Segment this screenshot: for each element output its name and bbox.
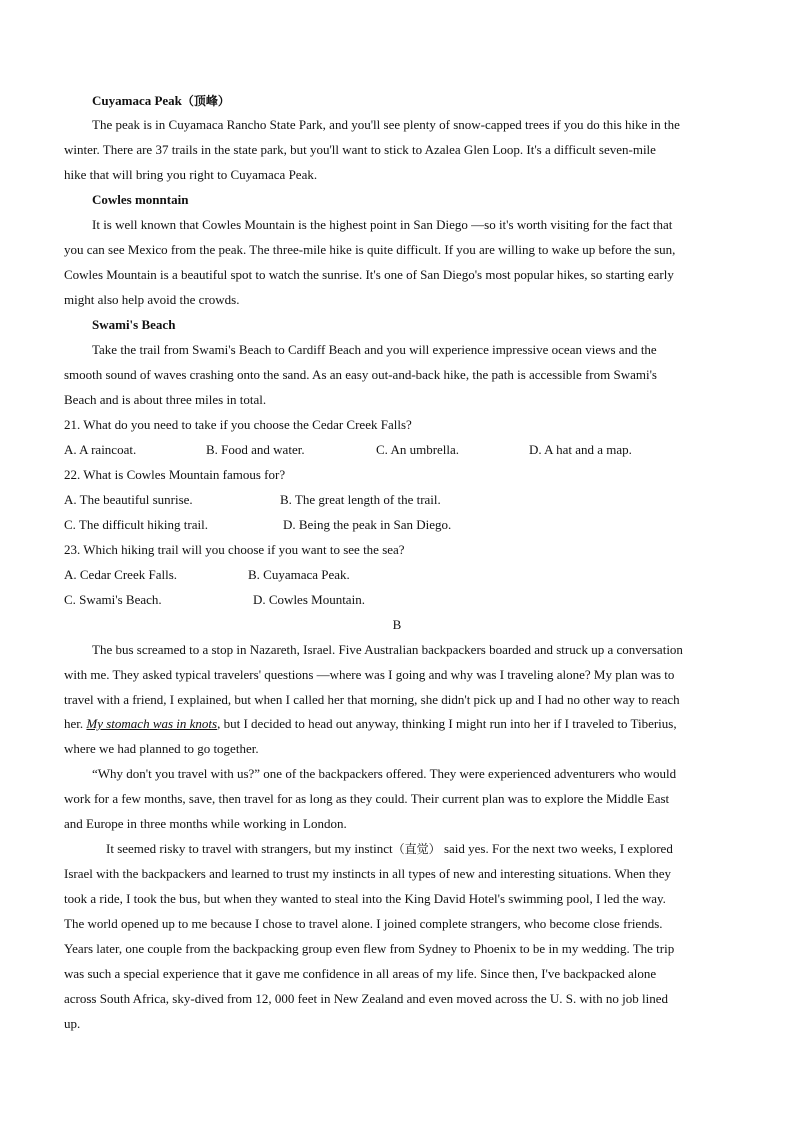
paragraph-line: was such a special experience that it gave me confidence in all areas of my life. Since then, I've backpacked alone xyxy=(64,966,657,981)
paragraph-line: hike that will bring you right to Cuyamaca Peak. xyxy=(64,167,318,182)
paragraph-line: where we had planned to go together. xyxy=(64,741,259,756)
paragraph-line: Cowles Mountain is a beautiful spot to watch the sunrise. It's one of San Diego's most popular hikes, so starting early xyxy=(64,267,674,282)
section-heading-cuyamaca xyxy=(92,88,230,114)
paragraph-line: you can see Mexico from the peak. The three-mile hike is quite difficult. If you are willing to wake up before the sun, xyxy=(64,242,676,257)
paragraph-line: smooth sound of waves crashing onto the sand. As an easy out-and-back hike, the path is accessible from Swami's xyxy=(64,367,657,382)
paragraph-line: might also help avoid the crowds. xyxy=(64,292,240,307)
paragraph-line: Years later, one couple from the backpacking group even flew from Sydney to Phoenix to be in my wedding. The trip xyxy=(64,941,675,956)
text-run: It seemed risky to travel with strangers, but my instinct xyxy=(106,841,393,856)
question-23-stem: 23. Which hiking trail will you choose if you want to see the sea? xyxy=(64,542,405,557)
paragraph-line: The world opened up to me because I chose to travel alone. I joined complete strangers, who become close friends. xyxy=(64,916,663,931)
paragraph-line: across South Africa, sky-dived from 12, 000 feet in New Zealand and even moved across the U. S. with no job lined xyxy=(64,991,668,1006)
text-run: her. xyxy=(64,716,87,731)
passage-b-label: B xyxy=(392,617,402,632)
question-22-option-b: B. The great length of the trail. xyxy=(280,492,441,507)
paragraph-line: The peak is in Cuyamaca Rancho State Park, and you'll see plenty of snow-capped trees if you do this hike in the xyxy=(92,117,680,132)
question-22-stem: 22. What is Cowles Mountain famous for? xyxy=(64,467,286,482)
question-22-option-c: C. The difficult hiking trail. xyxy=(64,517,208,532)
paragraph-line: It is well known that Cowles Mountain is the highest point in San Diego —so it's worth visiting for the fact that xyxy=(92,217,673,232)
paragraph-line: work for a few months, save, then travel for as long as they could. Their current plan was to explore the Middle East xyxy=(64,791,670,806)
question-23-option-a: A. Cedar Creek Falls. xyxy=(64,567,178,582)
question-21-option-b: B. Food and water. xyxy=(206,442,305,457)
question-23-option-b: B. Cuyamaca Peak. xyxy=(248,567,350,582)
question-23-option-c: C. Swami's Beach. xyxy=(64,592,162,607)
section-heading-cowles: Cowles monntain xyxy=(92,192,189,207)
paragraph-line: and Europe in three months while working in London. xyxy=(64,816,347,831)
paragraph-line: Beach and is about three miles in total. xyxy=(64,392,267,407)
paragraph-line: The bus screamed to a stop in Nazareth, Israel. Five Australian backpackers boarded and struck up a conversation xyxy=(92,642,683,657)
paragraph-line-underlined-phrase xyxy=(64,711,677,736)
section-heading-swami: Swami's Beach xyxy=(92,317,176,332)
heading-text: Cuyamaca Peak xyxy=(92,93,182,108)
underlined-phrase: My stomach was in knots xyxy=(86,716,218,731)
paragraph-line: took a ride, I took the bus, but when they wanted to steal into the King David Hotel's swimming pool, I led the way. xyxy=(64,891,666,906)
paragraph-line: travel with a friend, I explained, but when I called her that morning, she didn't pick up and I had no other way to reach xyxy=(64,692,680,707)
question-21-option-d: D. A hat and a map. xyxy=(529,442,632,457)
question-21-option-a: A. A raincoat. xyxy=(64,442,137,457)
question-21-option-c: C. An umbrella. xyxy=(376,442,460,457)
question-23-option-d: D. Cowles Mountain. xyxy=(253,592,365,607)
paragraph-line: Israel with the backpackers and learned to trust my instincts in all types of new and interesting situations. When they xyxy=(64,866,671,881)
question-22-option-d: D. Being the peak in San Diego. xyxy=(283,517,452,532)
heading-chinese-gloss: （顶峰） xyxy=(181,94,230,108)
paragraph-line-with-gloss xyxy=(106,836,673,862)
paragraph-line: “Why don't you travel with us?” one of the backpackers offered. They were experienced adventurers who would xyxy=(92,766,677,781)
paragraph-line: with me. They asked typical travelers' questions —where was I going and why was I traveling alone? My plan was to xyxy=(64,667,675,682)
text-run: , but I decided to head out anyway, thinking I might run into her if I traveled to Tiberius, xyxy=(217,716,677,731)
question-22-option-a: A. The beautiful sunrise. xyxy=(64,492,193,507)
question-21-stem: 21. What do you need to take if you choose the Cedar Creek Falls? xyxy=(64,417,412,432)
paragraph-line: Take the trail from Swami's Beach to Cardiff Beach and you will experience impressive ocean views and the xyxy=(92,342,657,357)
paragraph-line: winter. There are 37 trails in the state park, but you'll want to stick to Azalea Glen Loop. It's a difficult seven-mile xyxy=(64,142,656,157)
text-run: said yes. For the next two weeks, I explored xyxy=(440,841,673,856)
chinese-gloss: （直觉） xyxy=(392,842,441,856)
paragraph-line: up. xyxy=(64,1016,81,1031)
